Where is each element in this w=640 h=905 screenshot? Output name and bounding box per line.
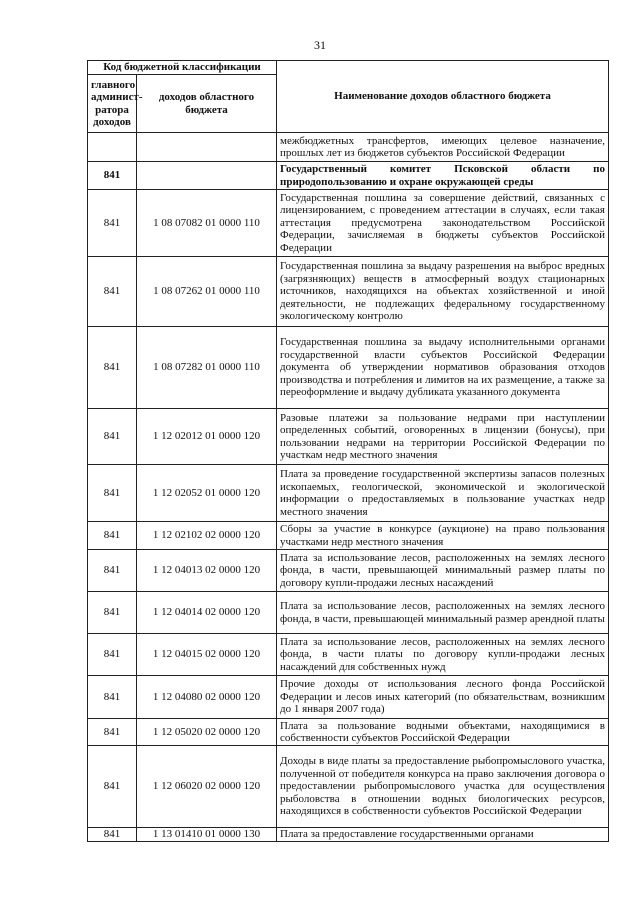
row-name: Прочие доходы от использования лесного фонда Российской Федерации и лесов иных категорий (по обязательствам, возникшим до 1 января 2007 года) <box>277 676 609 719</box>
row-admin: 841 <box>88 465 137 522</box>
row-name: Государственный комитет Псковской области по природопользованию и охране окружающей среды <box>277 162 609 190</box>
row-name: межбюджетных трансфертов, имеющих целевое назначение, прошлых лет из бюджетов субъектов Российской Федерации <box>277 133 609 162</box>
row-code: 1 12 04015 02 0000 120 <box>137 634 277 676</box>
row-admin: 841 <box>88 746 137 828</box>
row-admin: 841 <box>88 828 137 842</box>
budget-classification-table <box>87 60 609 842</box>
row-name: Плата за использование лесов, расположенных на землях лесного фонда, в части платы по договору купли-продажи лесных насаждений для собственных нужд <box>277 634 609 676</box>
row-admin: 841 <box>88 522 137 550</box>
row-code: 1 12 06020 02 0000 120 <box>137 746 277 828</box>
row-admin: 841 <box>88 327 137 409</box>
row-code: 1 12 02102 02 0000 120 <box>137 522 277 550</box>
row-admin: 841 <box>88 257 137 327</box>
row-name: Доходы в виде платы за предоставление рыбопромыслового участка, полученной от победителя конкурса на право заключения договора о предоставлении рыбопромыслового участка для осуществления рыболовства в отношении водных биологических ресурсов, находящихся в собственности субъектов Российской Федерации <box>277 746 609 828</box>
row-code: 1 12 02052 01 0000 120 <box>137 465 277 522</box>
row-code <box>137 162 277 190</box>
row-name: Государственная пошлина за выдачу исполнительными органами государственной власти субъектов Российской Федерации документа об утверждении нормативов образования отходов производства и потребления и лимитов на их размещение, а также за переоформление и выдачу дубликата указанного документа <box>277 327 609 409</box>
row-admin: 841 <box>88 190 137 257</box>
row-admin: 841 <box>88 409 137 465</box>
row-code: 1 12 04080 02 0000 120 <box>137 676 277 719</box>
row-admin: 841 <box>88 676 137 719</box>
row-name: Плата за предоставление государственными органами <box>277 828 609 842</box>
row-admin: 841 <box>88 719 137 746</box>
row-code: 1 08 07082 01 0000 110 <box>137 190 277 257</box>
page-number: 31 <box>314 38 326 52</box>
row-code: 1 12 05020 02 0000 120 <box>137 719 277 746</box>
row-admin: 841 <box>88 550 137 592</box>
row-admin: 841 <box>88 162 137 190</box>
row-name: Плата за пользование водными объектами, находящимися в собственности субъектов Российской Федерации <box>277 719 609 746</box>
row-code: 1 08 07262 01 0000 110 <box>137 257 277 327</box>
row-name: Сборы за участие в конкурсе (аукционе) на право пользования участками недр местного значения <box>277 522 609 550</box>
row-code <box>137 133 277 162</box>
row-name: Государственная пошлина за выдачу разрешения на выброс вредных (загрязняющих) веществ в атмосферный воздух стационарных источников, находящихся на объектах хозяйственной и иной деятельности, не подлежащих федеральному государственному экологическому контролю <box>277 257 609 327</box>
header-revenue: доходов областного бюджета <box>137 75 277 133</box>
row-code: 1 13 01410 01 0000 130 <box>137 828 277 842</box>
header-group-code: Код бюджетной классификации <box>88 61 277 75</box>
row-name: Плата за использование лесов, расположенных на землях лесного фонда, в части, превышающей минимальный размер платы по договору купли-продажи лесных насаждений <box>277 550 609 592</box>
row-admin: 841 <box>88 592 137 634</box>
row-code: 1 12 04014 02 0000 120 <box>137 592 277 634</box>
row-name: Разовые платежи за пользование недрами при наступлении определенных событий, оговоренных в лицензии (бонусы), при пользовании недрами на территории Российской Федерации по участкам недр местного значения <box>277 409 609 465</box>
row-name: Плата за использование лесов, расположенных на землях лесного фонда, в части, превышающей минимальный размер арендной платы <box>277 592 609 634</box>
header-admin: главного админист-ратора доходов <box>88 75 137 133</box>
row-admin: 841 <box>88 634 137 676</box>
row-admin <box>88 133 137 162</box>
row-code: 1 08 07282 01 0000 110 <box>137 327 277 409</box>
row-code: 1 12 04013 02 0000 120 <box>137 550 277 592</box>
row-name: Государственная пошлина за совершение действий, связанных с лицензированием, с проведением аттестации в случаях, если такая аттестация предусмотрена законодательством Российской Федерации, зачисляемая в бюджеты субъектов Российской Федерации <box>277 190 609 257</box>
row-code: 1 12 02012 01 0000 120 <box>137 409 277 465</box>
row-name: Плата за проведение государственной экспертизы запасов полезных ископаемых, геологической, экономической и экологической информации о предоставляемых в пользование участках недр местного значения <box>277 465 609 522</box>
header-name: Наименование доходов областного бюджета <box>277 61 609 133</box>
